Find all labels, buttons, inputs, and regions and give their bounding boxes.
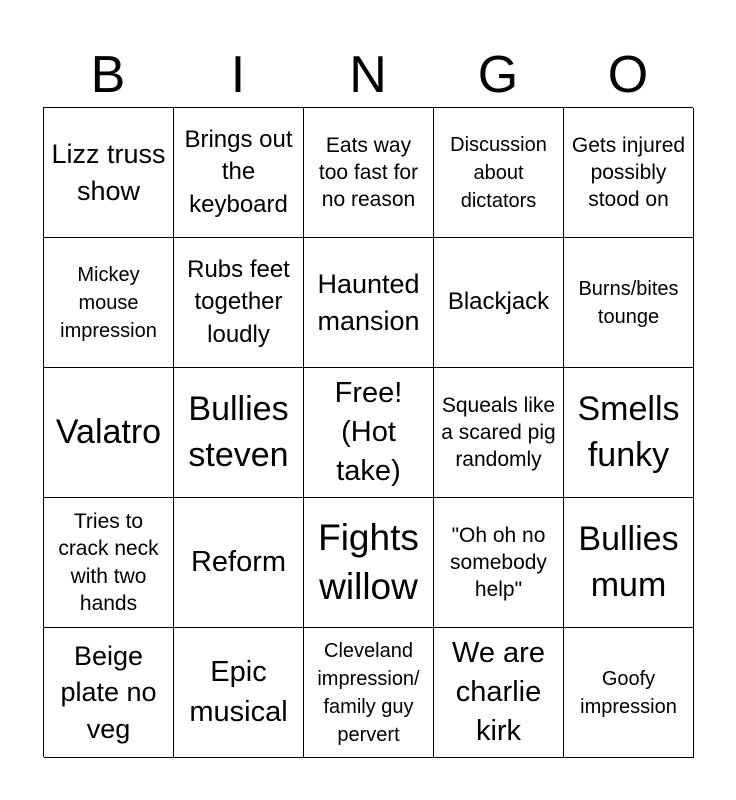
- cell-text: Free! (Hot take): [334, 376, 403, 488]
- cell-text: Reform: [190, 545, 287, 578]
- header-letter-o: O: [607, 46, 649, 104]
- bingo-cell[interactable]: [44, 108, 174, 238]
- bingo-cell[interactable]: [304, 238, 434, 368]
- bingo-cell[interactable]: [304, 108, 434, 238]
- bingo-cell[interactable]: [174, 368, 304, 498]
- cell-text: Rubs feet together loudly: [187, 255, 290, 348]
- bingo-cell[interactable]: [434, 498, 564, 628]
- cell-text: Epic musical: [189, 656, 288, 728]
- bingo-header: [43, 44, 693, 106]
- cell-text: Tries to crack neck with two hands: [58, 509, 159, 615]
- bingo-cell[interactable]: [564, 238, 694, 368]
- cell-text: Gets injured possibly stood on: [571, 133, 686, 212]
- cell-text: Valatro: [55, 412, 162, 451]
- header-letter-n: N: [349, 46, 387, 104]
- cell-text: Haunted mansion: [317, 269, 420, 336]
- bingo-cell[interactable]: [564, 368, 694, 498]
- bingo-cell[interactable]: [564, 628, 694, 758]
- cell-text: Bullies mum: [578, 519, 679, 604]
- cell-text: Mickey mouse impression: [60, 263, 157, 342]
- bingo-cell[interactable]: [44, 238, 174, 368]
- cell-text: Discussion about dictators: [450, 133, 547, 212]
- bingo-cell[interactable]: [434, 108, 564, 238]
- header-letter-g: G: [477, 46, 519, 104]
- bingo-cell[interactable]: [174, 498, 304, 628]
- cell-text: We are charlie kirk: [452, 636, 545, 748]
- bingo-cell[interactable]: [434, 368, 564, 498]
- cell-text: Beige plate no veg: [60, 640, 157, 744]
- cell-text: Burns/bites tounge: [578, 277, 679, 328]
- cell-text: "Oh oh no somebody help": [450, 523, 547, 602]
- bingo-cell[interactable]: [44, 628, 174, 758]
- cell-text: Bullies steven: [188, 389, 289, 474]
- cell-text: Smells funky: [577, 389, 680, 474]
- cell-text: Eats way too fast for no reason: [318, 133, 419, 212]
- cell-text: Blackjack: [447, 288, 550, 316]
- cell-text: Cleveland impression/ family guy pervert: [317, 639, 420, 746]
- bingo-cell[interactable]: [174, 628, 304, 758]
- cell-text: Lizz truss show: [51, 139, 166, 206]
- free-space-cell[interactable]: [304, 368, 434, 498]
- bingo-cell[interactable]: [174, 238, 304, 368]
- cell-text: Goofy impression: [580, 667, 677, 718]
- bingo-cell[interactable]: [564, 498, 694, 628]
- cell-text: Brings out the keyboard: [184, 125, 293, 218]
- header-letter-i: I: [230, 46, 246, 104]
- bingo-cell[interactable]: [44, 498, 174, 628]
- bingo-cell[interactable]: [434, 628, 564, 758]
- bingo-cell[interactable]: [174, 108, 304, 238]
- bingo-cell[interactable]: [304, 498, 434, 628]
- header-letter-b: B: [90, 46, 126, 104]
- bingo-cell[interactable]: [434, 238, 564, 368]
- bingo-cell[interactable]: [44, 368, 174, 498]
- bingo-board: [43, 107, 693, 757]
- bingo-cell[interactable]: [564, 108, 694, 238]
- cell-text: Squeals like a scared pig randomly: [441, 393, 556, 472]
- bingo-cell[interactable]: [304, 628, 434, 758]
- cell-text: Fights willow: [318, 517, 419, 607]
